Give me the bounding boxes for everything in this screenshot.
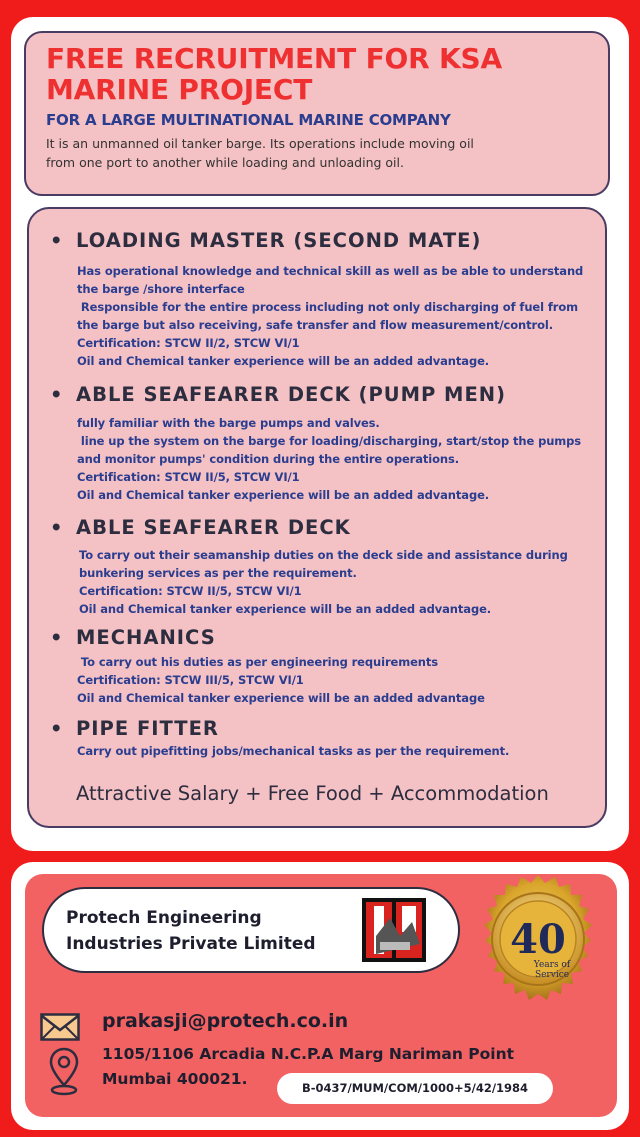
mail-icon xyxy=(40,1013,80,1041)
job-title-mechanics: • MECHANICS xyxy=(50,626,216,649)
job-description-loading-master: Has operational knowledge and technical skill as well as be able to understand the barge /shore interface Responsible for the entire process including not only discharging of fuel from the barge but also receiving, safe transfer and flow measurement/control. Certification: STCW II/2, STCW VI/1 Oil and Chemical tanker experience will be an added advantage. xyxy=(77,264,584,368)
job-description-mechanics: To carry out his duties as per engineering requirements Certification: STCW III/5, STCW VI/1 Oil and Chemical tanker experience will be an added advantage xyxy=(77,655,485,705)
seal-text-line-2: Service xyxy=(534,970,570,980)
job-title-able-seafearer-deck: • ABLE SEAFEARER DECK xyxy=(50,516,351,539)
header-panel xyxy=(24,31,610,196)
benefits-line: Attractive Salary + Free Food + Accommodation xyxy=(76,782,549,805)
job-title-pump-men: • ABLE SEAFEARER DECK (PUMP MEN) xyxy=(50,383,507,406)
contact-email-link[interactable]: prakasji@protech.co.in xyxy=(102,1010,349,1032)
location-pin-icon xyxy=(48,1047,80,1097)
subtitle: FOR A LARGE MULTINATIONAL MARINE COMPANY xyxy=(46,111,451,129)
headline-line-2: MARINE PROJECT xyxy=(46,73,313,106)
headline-line-1: FREE RECRUITMENT FOR KSA xyxy=(46,42,502,75)
anniversary-seal xyxy=(466,873,610,1017)
job-title-loading-master: • LOADING MASTER (SECOND MATE) xyxy=(50,229,482,252)
license-number: B-0437/MUM/COM/1000+5/42/1984 xyxy=(277,1073,553,1104)
seal-text-line-1: Years of xyxy=(533,960,571,970)
seal-number: 40 xyxy=(510,916,566,963)
job-description-pipe-fitter: Carry out pipefitting jobs/mechanical tasks as per the requirement. xyxy=(77,744,510,758)
company-address: 1105/1106 Arcadia N.C.P.A Marg Nariman Point Mumbai 400021. xyxy=(102,1045,515,1088)
job-description-pump-men: fully familiar with the barge pumps and valves. line up the system on the barge for loading/discharging, start/stop the pumps and monitor pumps' condition during the entire operations. Certification: STCW II/5, STCW VI/1 Oil and Chemical tanker experience will be an added advantage. xyxy=(77,416,582,502)
intro-text: It is an unmanned oil tanker barge. Its operations include moving oil from one port to another while loading and unloading oil. xyxy=(46,136,474,170)
job-description-able-seafearer-deck: To carry out their seamanship duties on the deck side and assistance during bunkering services as per the requirement. Certification: STCW II/5, STCW VI/1 Oil and Chemical tanker experience will be an added advantage. xyxy=(79,548,568,616)
company-name: Protech Engineering Industries Private Limited xyxy=(66,908,316,954)
job-title-pipe-fitter: • PIPE FITTER xyxy=(50,717,219,740)
company-logo xyxy=(360,896,428,964)
